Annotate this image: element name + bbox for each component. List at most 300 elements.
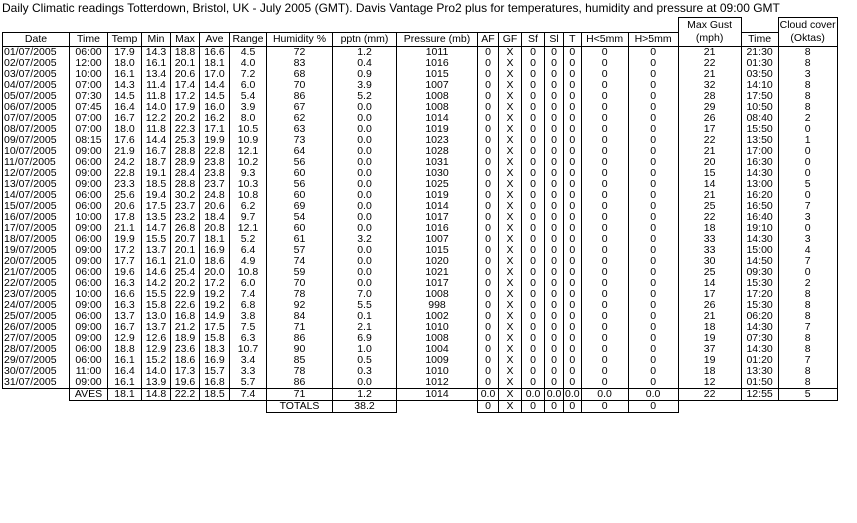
average-cell: 12:55 [741, 388, 778, 400]
table-cell: 0 [564, 322, 582, 333]
table-cell: X [499, 344, 522, 355]
table-cell: 0.0 [333, 124, 397, 135]
table-cell: 23.7 [171, 201, 200, 212]
date-cell: 14/07/2005 [3, 190, 70, 201]
table-cell: 5.4 [230, 91, 267, 102]
table-cell: 0 [478, 201, 499, 212]
table-cell: 0 [628, 168, 678, 179]
table-cell: 22 [678, 58, 741, 69]
table-cell: 9.7 [230, 212, 267, 223]
table-cell: 0 [581, 289, 628, 300]
table-cell: 20.6 [200, 201, 230, 212]
table-cell: 3.9 [333, 80, 397, 91]
table-cell: 3 [778, 69, 837, 80]
table-cell: 0 [581, 168, 628, 179]
table-cell: 11:00 [70, 366, 108, 377]
table-cell: X [499, 135, 522, 146]
table-cell: 26 [678, 300, 741, 311]
table-cell: 1017 [397, 278, 478, 289]
table-cell: X [499, 289, 522, 300]
average-cell: 18.1 [108, 388, 142, 400]
table-cell: 90 [267, 344, 333, 355]
table-cell: 8 [778, 102, 837, 113]
table-cell: 18.3 [200, 344, 230, 355]
date-cell: 06/07/2005 [3, 102, 70, 113]
table-cell: 0 [564, 179, 582, 190]
table-cell: 23.8 [200, 168, 230, 179]
table-cell: 10.3 [230, 179, 267, 190]
table-cell: 09:00 [70, 300, 108, 311]
table-cell: 10.9 [230, 135, 267, 146]
average-cell: 22 [678, 388, 741, 400]
table-cell: 7 [778, 322, 837, 333]
table-cell: 0 [564, 289, 582, 300]
table-cell: 0 [628, 80, 678, 91]
table-cell: 0 [564, 168, 582, 179]
table-cell: X [499, 58, 522, 69]
date-cell: 10/07/2005 [3, 146, 70, 157]
table-row [3, 289, 838, 300]
table-cell: 0 [628, 278, 678, 289]
table-cell: 15.2 [142, 355, 171, 366]
table-cell: 23.8 [200, 157, 230, 168]
hail-lt5-header: H<5mm [581, 32, 628, 46]
table-cell: X [499, 190, 522, 201]
table-cell: 0 [545, 179, 564, 190]
table-cell: 17.2 [200, 278, 230, 289]
table-cell: 0 [522, 179, 545, 190]
gf-header: GF [499, 32, 522, 46]
table-cell: X [499, 157, 522, 168]
table-row [3, 201, 838, 212]
table-cell: 0 [581, 58, 628, 69]
table-cell: 10:00 [70, 212, 108, 223]
table-cell: 0.0 [333, 146, 397, 157]
table-row [3, 168, 838, 179]
table-cell: 0 [581, 102, 628, 113]
table-cell: 18.0 [108, 124, 142, 135]
date-cell: 21/07/2005 [3, 267, 70, 278]
table-cell: 16:50 [741, 201, 778, 212]
table-cell: 09:00 [70, 322, 108, 333]
table-cell: 14:50 [741, 256, 778, 267]
table-cell: 1009 [397, 355, 478, 366]
table-cell: 17.7 [108, 256, 142, 267]
table-cell: 1012 [397, 377, 478, 389]
table-cell: 0 [778, 157, 837, 168]
table-cell: 0 [522, 135, 545, 146]
gust-header: Max Gust [678, 18, 741, 33]
table-cell: 0 [564, 377, 582, 389]
table-cell: 0 [564, 344, 582, 355]
table-cell: 16.1 [142, 256, 171, 267]
table-cell: 0 [478, 157, 499, 168]
table-cell: 0 [581, 190, 628, 201]
table-cell: 1020 [397, 256, 478, 267]
table-cell: 0 [628, 234, 678, 245]
table-cell: 26.8 [171, 223, 200, 234]
table-cell: 0 [478, 256, 499, 267]
date-cell: 28/07/2005 [3, 344, 70, 355]
table-cell: 14.9 [200, 311, 230, 322]
table-cell: 0 [478, 168, 499, 179]
table-cell: 0 [478, 234, 499, 245]
average-cell [3, 388, 70, 400]
table-cell: 0 [478, 267, 499, 278]
average-cell: 22.2 [171, 388, 200, 400]
table-cell: 1025 [397, 179, 478, 190]
table-cell: 13.9 [142, 377, 171, 389]
table-cell: 0 [581, 223, 628, 234]
table-cell: 0.0 [333, 179, 397, 190]
table-cell: 0 [522, 80, 545, 91]
table-cell: 0 [522, 267, 545, 278]
date-cell: 23/07/2005 [3, 289, 70, 300]
table-cell: 0 [522, 366, 545, 377]
table-cell: 0 [564, 190, 582, 201]
table-cell: 18.1 [200, 234, 230, 245]
empty-cell [142, 400, 171, 412]
table-cell: 0 [778, 146, 837, 157]
table-cell: 9.3 [230, 168, 267, 179]
table-cell: 86 [267, 377, 333, 389]
table-cell: 73 [267, 135, 333, 146]
pressure-header: Pressure (mb) [397, 32, 478, 46]
table-cell: 0 [581, 377, 628, 389]
table-cell: X [499, 168, 522, 179]
table-cell: 14.7 [142, 223, 171, 234]
table-cell: 0 [545, 69, 564, 80]
date-cell: 26/07/2005 [3, 322, 70, 333]
table-cell: 0 [628, 124, 678, 135]
table-cell: 12.9 [142, 344, 171, 355]
table-cell: 0 [581, 344, 628, 355]
table-cell: 06:00 [70, 267, 108, 278]
table-cell: 0 [522, 289, 545, 300]
table-cell: 8 [778, 58, 837, 69]
table-cell: X [499, 179, 522, 190]
table-cell: 17 [678, 124, 741, 135]
table-cell: 2.1 [333, 322, 397, 333]
table-cell: 0 [628, 322, 678, 333]
empty-cell [741, 400, 778, 412]
table-cell: 0 [564, 355, 582, 366]
table-cell: 30 [678, 256, 741, 267]
table-cell: 1028 [397, 146, 478, 157]
total-cell: 0 [522, 400, 545, 412]
table-cell: 28.8 [171, 146, 200, 157]
table-cell: 25.6 [108, 190, 142, 201]
table-cell: 14.3 [142, 46, 171, 58]
table-cell: 0 [581, 311, 628, 322]
table-cell: 16.7 [108, 322, 142, 333]
af-header: AF [478, 32, 499, 46]
table-cell: 22 [678, 212, 741, 223]
table-cell: 14.2 [142, 278, 171, 289]
table-cell: 0 [778, 223, 837, 234]
table-cell: 0 [545, 234, 564, 245]
table-cell: 0 [564, 58, 582, 69]
table-cell: 2 [778, 278, 837, 289]
table-cell: 17:50 [741, 91, 778, 102]
date-cell: 11/07/2005 [3, 157, 70, 168]
table-cell: 1014 [397, 201, 478, 212]
table-cell: 0 [545, 223, 564, 234]
table-cell: 0 [545, 102, 564, 113]
table-cell: 8 [778, 377, 837, 389]
table-cell: 1023 [397, 135, 478, 146]
gust-unit-header: (mph) [678, 32, 741, 46]
average-cell: 0.0 [581, 388, 628, 400]
table-cell: 0 [581, 333, 628, 344]
table-row [3, 190, 838, 201]
date-cell: 18/07/2005 [3, 234, 70, 245]
table-cell: 21.2 [171, 322, 200, 333]
table-row [3, 80, 838, 91]
table-row [3, 322, 838, 333]
table-cell: 6.8 [230, 300, 267, 311]
table-cell: 0.0 [333, 102, 397, 113]
table-cell: 0 [545, 333, 564, 344]
table-cell: 0 [564, 124, 582, 135]
table-cell: 0 [522, 113, 545, 124]
table-cell: X [499, 212, 522, 223]
table-cell: 1010 [397, 366, 478, 377]
date-cell: 03/07/2005 [3, 69, 70, 80]
page-title: Daily Climatic readings Totterdown, Bristol, UK - July 2005 (GMT). Davis Vantage Pro2 plus for temperatures, humidity and pressure at 09:00 GMT [2, 1, 780, 15]
table-cell: 71 [267, 322, 333, 333]
table-cell: 8 [778, 333, 837, 344]
table-cell: 0 [478, 135, 499, 146]
table-cell: 86 [267, 91, 333, 102]
table-cell: 0 [545, 322, 564, 333]
table-cell: 13.7 [142, 322, 171, 333]
table-cell: 15:30 [741, 278, 778, 289]
table-cell: 0 [581, 80, 628, 91]
table-cell: 0 [478, 179, 499, 190]
table-cell: 0 [478, 377, 499, 389]
table-cell: 1030 [397, 168, 478, 179]
table-cell: 0 [581, 234, 628, 245]
table-cell: X [499, 245, 522, 256]
table-cell: 0 [545, 366, 564, 377]
table-cell: 0 [478, 344, 499, 355]
cloud-header: Cloud cover [779, 18, 836, 31]
table-cell: 16:20 [741, 190, 778, 201]
table-cell: 0.0 [333, 212, 397, 223]
table-cell: 18.5 [142, 179, 171, 190]
table-cell: 17.2 [171, 91, 200, 102]
table-cell: 0 [628, 267, 678, 278]
average-cell: X [499, 388, 522, 400]
table-row [3, 333, 838, 344]
table-cell: 14.4 [200, 80, 230, 91]
table-cell: 33 [678, 245, 741, 256]
table-cell: 0 [545, 168, 564, 179]
table-cell: 13.7 [142, 245, 171, 256]
table-cell: 18 [678, 366, 741, 377]
average-cell: 1014 [397, 388, 478, 400]
table-cell: 0.4 [333, 58, 397, 69]
table-cell: 1008 [397, 102, 478, 113]
table-cell: 06:00 [70, 201, 108, 212]
table-cell: 0 [545, 190, 564, 201]
table-cell: X [499, 333, 522, 344]
date-cell: 15/07/2005 [3, 201, 70, 212]
table-cell: 0 [478, 300, 499, 311]
table-cell: 10:50 [741, 102, 778, 113]
table-cell: 11.8 [142, 124, 171, 135]
table-cell: 0 [628, 135, 678, 146]
table-cell: 17.0 [200, 69, 230, 80]
table-cell: 5.7 [230, 377, 267, 389]
date-cell: 27/07/2005 [3, 333, 70, 344]
total-cell: X [499, 400, 522, 412]
table-cell: 56 [267, 179, 333, 190]
table-cell: 1015 [397, 245, 478, 256]
table-cell: 54 [267, 212, 333, 223]
table-cell: 17:20 [741, 289, 778, 300]
table-cell: 24.8 [200, 190, 230, 201]
table-cell: 17.5 [200, 322, 230, 333]
table-cell: 0 [522, 146, 545, 157]
table-cell: 0 [522, 300, 545, 311]
table-cell: X [499, 322, 522, 333]
table-cell: 57 [267, 245, 333, 256]
table-cell: 21:30 [741, 46, 778, 58]
table-cell: 84 [267, 311, 333, 322]
table-cell: 16.8 [200, 377, 230, 389]
table-cell: 3 [778, 234, 837, 245]
table-row [3, 223, 838, 234]
table-cell: 0 [522, 69, 545, 80]
average-cell: 1.2 [333, 388, 397, 400]
table-cell: 0 [545, 91, 564, 102]
table-cell: 0 [522, 278, 545, 289]
table-cell: 998 [397, 300, 478, 311]
empty-cell [778, 400, 837, 412]
table-cell: X [499, 146, 522, 157]
table-cell: 22.9 [171, 289, 200, 300]
table-cell: X [499, 366, 522, 377]
table-cell: 15.5 [142, 234, 171, 245]
date-cell: 19/07/2005 [3, 245, 70, 256]
table-cell: 0 [581, 157, 628, 168]
table-cell: 28.9 [171, 157, 200, 168]
table-cell: 0 [545, 135, 564, 146]
table-cell: 33 [678, 234, 741, 245]
table-cell: 1015 [397, 69, 478, 80]
table-cell: 14.3 [108, 80, 142, 91]
table-cell: 20.6 [171, 69, 200, 80]
table-cell: 6.2 [230, 201, 267, 212]
table-cell: 0 [478, 366, 499, 377]
table-cell: 0 [545, 46, 564, 58]
table-cell: 0 [628, 355, 678, 366]
table-cell: X [499, 69, 522, 80]
table-cell: 1019 [397, 124, 478, 135]
table-cell: 19.6 [171, 377, 200, 389]
table-cell: 13.5 [142, 212, 171, 223]
table-cell: 0 [778, 124, 837, 135]
table-cell: 14:30 [741, 234, 778, 245]
table-cell: 0 [581, 146, 628, 157]
table-row [3, 311, 838, 322]
table-cell: 0 [522, 102, 545, 113]
total-cell: 0 [545, 400, 564, 412]
table-cell: 0 [545, 344, 564, 355]
table-cell: 13:50 [741, 135, 778, 146]
table-cell: 10.8 [230, 267, 267, 278]
table-cell: 22.8 [200, 146, 230, 157]
empty-cell [200, 400, 230, 412]
table-row [3, 179, 838, 190]
table-cell: 3.8 [230, 311, 267, 322]
total-cell: 0 [478, 400, 499, 412]
table-cell: 13.4 [142, 69, 171, 80]
table-cell: 7.0 [333, 289, 397, 300]
table-row [3, 212, 838, 223]
table-cell: 92 [267, 300, 333, 311]
table-cell: 28 [678, 91, 741, 102]
gust-time-header: Time [741, 32, 778, 46]
table-row [3, 135, 838, 146]
table-row [3, 58, 838, 69]
table-cell: 0 [628, 223, 678, 234]
table-cell: 0 [581, 135, 628, 146]
table-cell: 0 [522, 322, 545, 333]
table-cell: 20.0 [200, 267, 230, 278]
total-cell: 0 [581, 400, 628, 412]
table-cell: 25 [678, 267, 741, 278]
table-cell: 0 [478, 289, 499, 300]
date-cell: 02/07/2005 [3, 58, 70, 69]
table-cell: 70 [267, 80, 333, 91]
table-row [3, 91, 838, 102]
table-cell: 09:00 [70, 377, 108, 389]
table-cell: 19.1 [142, 168, 171, 179]
table-cell: 0 [478, 223, 499, 234]
table-cell: 15.7 [200, 366, 230, 377]
table-cell: X [499, 300, 522, 311]
table-cell: 0 [581, 256, 628, 267]
table-cell: 06:00 [70, 46, 108, 58]
table-cell: 13:30 [741, 366, 778, 377]
table-cell: 8 [778, 300, 837, 311]
table-cell: 14.5 [200, 91, 230, 102]
table-cell: 19.6 [108, 267, 142, 278]
table-cell: 0 [522, 201, 545, 212]
table-cell: 14 [678, 278, 741, 289]
table-cell: 63 [267, 124, 333, 135]
table-cell: 0 [522, 58, 545, 69]
table-cell: 16.1 [108, 377, 142, 389]
table-cell: 10:00 [70, 69, 108, 80]
table-cell: 10.8 [230, 190, 267, 201]
table-cell: 0 [545, 289, 564, 300]
empty-cell [3, 400, 70, 412]
average-cell: 0.0 [565, 388, 580, 400]
table-cell: 16.2 [200, 113, 230, 124]
table-cell: 11.8 [142, 91, 171, 102]
table-cell: X [499, 102, 522, 113]
table-cell: 0 [564, 333, 582, 344]
table-cell: 0 [564, 46, 582, 58]
table-cell: 1016 [397, 58, 478, 69]
table-cell: 0 [628, 245, 678, 256]
empty-cell [171, 400, 200, 412]
table-cell: 21.0 [171, 256, 200, 267]
